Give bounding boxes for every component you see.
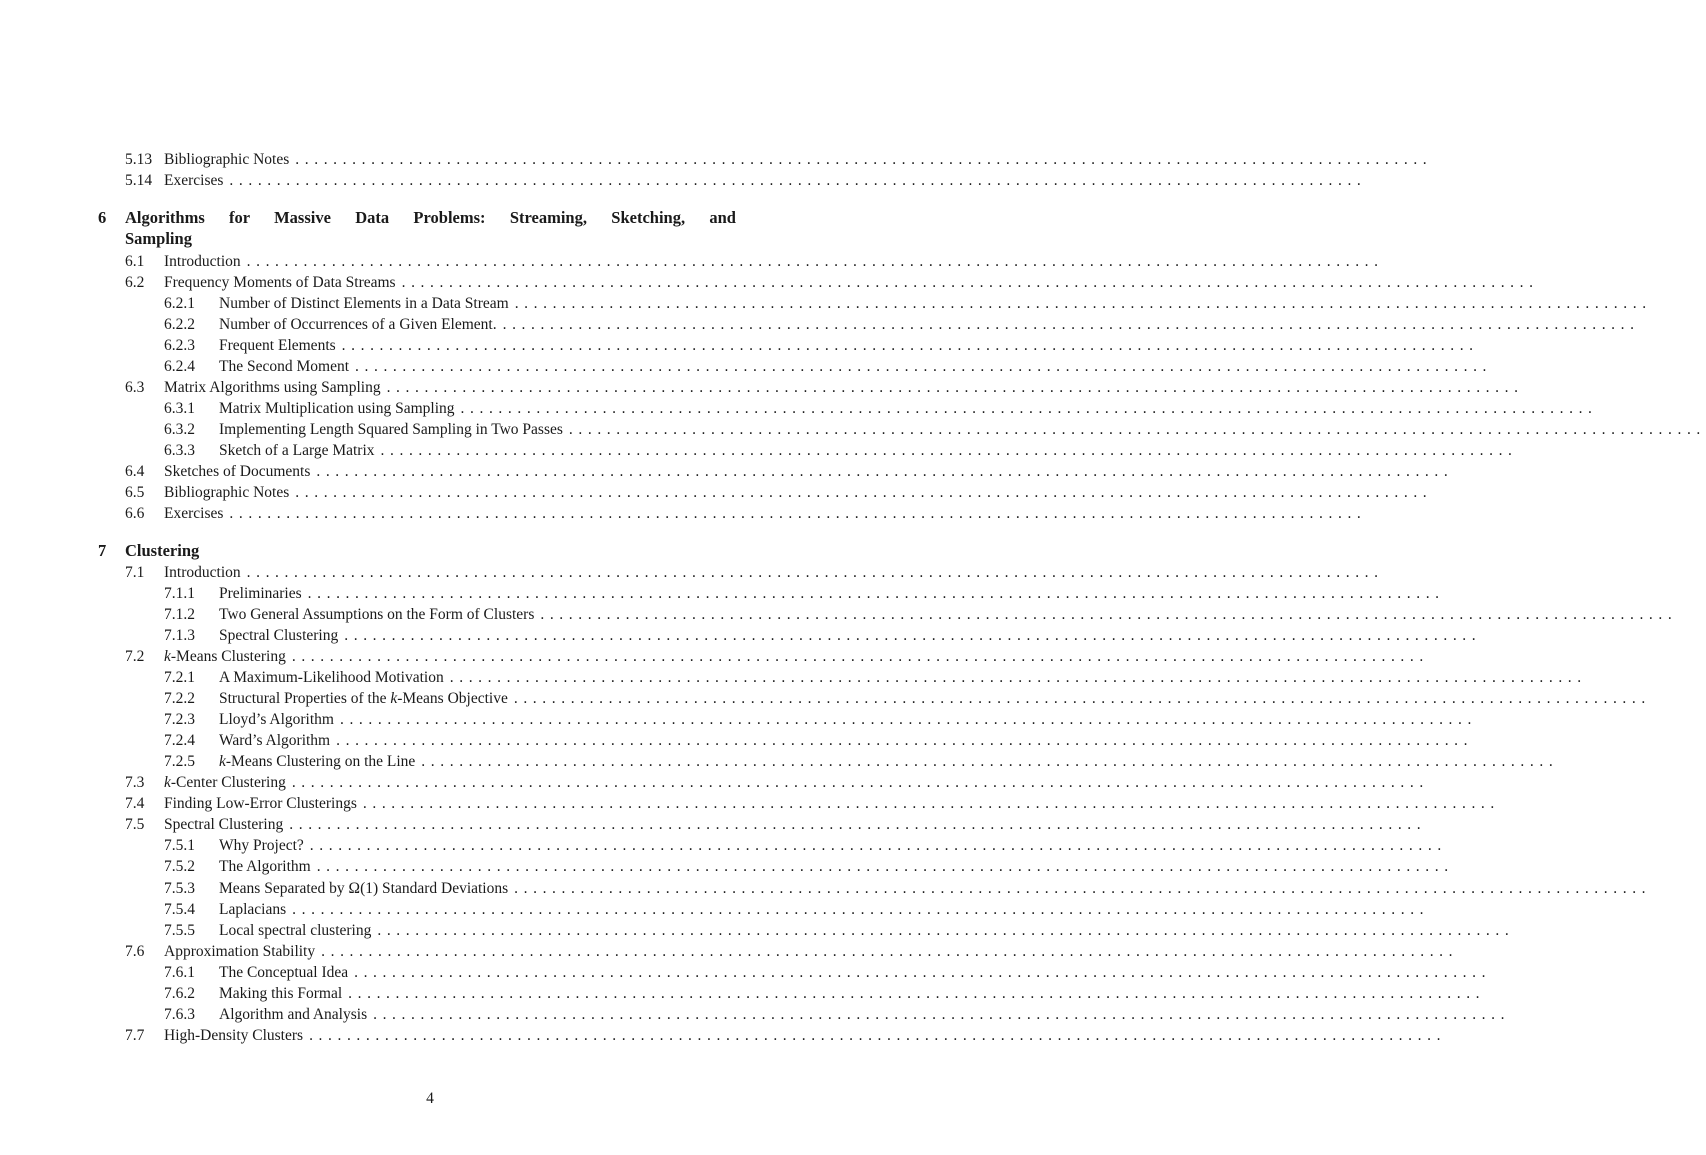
dot-leader: ........................................................................................................................ bbox=[336, 732, 1474, 749]
entry-title-text: Implementing Length Squared Sampling in Two Passes bbox=[219, 421, 563, 438]
entry-title-text: Sampling bbox=[125, 229, 192, 248]
entry-number: 7.6.3 bbox=[164, 1006, 195, 1023]
dot-leader: ........................................................................................................................ bbox=[291, 648, 1429, 665]
dot-leader: ........................................................................................................................ bbox=[339, 711, 1477, 728]
dot-leader: ........................................................................................................................ bbox=[377, 922, 1515, 939]
entry-number: 7.2.1 bbox=[164, 669, 195, 686]
entry-title[interactable] bbox=[164, 562, 241, 583]
entry-title[interactable] bbox=[219, 878, 508, 899]
dot-leader: ........................................................................................................................ bbox=[309, 837, 1447, 854]
entry-title[interactable] bbox=[219, 440, 375, 461]
entry-title-text: Exercises bbox=[164, 172, 224, 189]
entry-title-text: Laplacians bbox=[219, 901, 287, 918]
entry-title-text: Ward’s Algorithm bbox=[219, 732, 331, 749]
entry-title-text: Clustering bbox=[125, 541, 200, 560]
entry-title[interactable] bbox=[125, 540, 199, 561]
entry-title-text: -Means Clustering on the Line bbox=[225, 753, 416, 770]
entry-title[interactable] bbox=[219, 314, 497, 335]
dot-leader: ........................................................................................................................ bbox=[246, 564, 1384, 581]
entry-number: 7.5.3 bbox=[164, 880, 195, 897]
dot-leader: ........................................................................................................................ bbox=[540, 606, 1678, 623]
entry-title[interactable] bbox=[219, 398, 455, 419]
entry-title[interactable] bbox=[164, 793, 357, 814]
dot-leader: ........................................................................................................................ bbox=[344, 627, 1482, 644]
dot-leader: ........................................................................................................................ bbox=[568, 421, 1706, 438]
entry-title-text: Algorithm and Analysis bbox=[219, 1006, 368, 1023]
entry-number: 6.4 bbox=[125, 463, 145, 480]
dot-leader: ........................................................................................................................ bbox=[291, 774, 1429, 791]
entry-title[interactable] bbox=[164, 170, 223, 191]
dot-leader: ........................................................................................................................ bbox=[292, 901, 1430, 918]
dot-leader: ........................................................................................................................ bbox=[341, 337, 1479, 354]
entry-number: 6.5 bbox=[125, 484, 145, 501]
entry-title-text: Spectral Clustering bbox=[164, 816, 284, 833]
dot-leader: ........................................................................................................................ bbox=[513, 690, 1651, 707]
entry-title-text: Exercises bbox=[164, 505, 224, 522]
entry-title[interactable] bbox=[164, 814, 283, 835]
entry-number: 7.5.4 bbox=[164, 901, 195, 918]
entry-title-text: Means Separated by Ω(1) Standard Deviations bbox=[219, 880, 509, 897]
entry-title-text: Introduction bbox=[164, 564, 241, 581]
entry-title-text: Two General Assumptions on the Form of Clusters bbox=[219, 606, 535, 623]
entry-title[interactable] bbox=[164, 503, 223, 524]
entry-title[interactable] bbox=[219, 1004, 367, 1025]
entry-title[interactable] bbox=[219, 583, 302, 604]
entry-number: 7.5.2 bbox=[164, 858, 195, 875]
dot-leader: ........................................................................................................................ bbox=[355, 358, 1493, 375]
entry-number: 7.2.3 bbox=[164, 711, 195, 728]
entry-title[interactable] bbox=[219, 356, 349, 377]
entry-title-text: Number of Distinct Elements in a Data Stream bbox=[219, 295, 509, 312]
dot-leader: ........................................................................................................................ bbox=[348, 985, 1486, 1002]
entry-number: 6.1 bbox=[125, 253, 145, 270]
entry-title-text: -Means Objective bbox=[397, 690, 508, 707]
entry-title[interactable] bbox=[219, 856, 311, 877]
entry-title-text: -Center Clustering bbox=[170, 774, 286, 791]
dot-leader: ........................................................................................................................ bbox=[295, 151, 1433, 168]
dot-leader: ........................................................................................................................ bbox=[449, 669, 1587, 686]
entry-title-text: Local spectral clustering bbox=[219, 922, 372, 939]
entry-title-text: Finding Low-Error Clusterings bbox=[164, 795, 357, 812]
entry-number: 6.3.1 bbox=[164, 400, 195, 417]
entry-number: 5.13 bbox=[125, 151, 153, 168]
entry-title-text: Approximation Stability bbox=[164, 943, 316, 960]
entry-number: 6.6 bbox=[125, 505, 145, 522]
entry-number: 7.4 bbox=[125, 795, 145, 812]
entry-title[interactable] bbox=[219, 625, 338, 646]
dot-leader: ........................................................................................................................ bbox=[295, 484, 1433, 501]
entry-number: 7.2 bbox=[125, 648, 145, 665]
entry-number: 6.3 bbox=[125, 379, 145, 396]
dot-leader: ........................................................................................................................ bbox=[229, 505, 1367, 522]
dot-leader: ........................................................................................................................ bbox=[316, 463, 1454, 480]
dot-leader: ........................................................................................................................ bbox=[380, 442, 1518, 459]
dot-leader: ........................................................................................................................ bbox=[289, 816, 1427, 833]
dot-leader: ........................................................................................................................ bbox=[502, 316, 1640, 333]
chapter-number: 6 bbox=[98, 208, 107, 227]
entry-number: 7.1.2 bbox=[164, 606, 195, 623]
entry-number: 7.2.2 bbox=[164, 690, 195, 707]
dot-leader: ........................................................................................................................ bbox=[309, 1027, 1447, 1044]
entry-title-text: Why Project? bbox=[219, 837, 304, 854]
entry-title-text: The Conceptual Idea bbox=[219, 964, 349, 981]
entry-number: 7.1 bbox=[125, 564, 145, 581]
dot-leader: ........................................................................................................................ bbox=[514, 880, 1652, 897]
entry-title[interactable] bbox=[164, 1025, 303, 1046]
entry-number: 6.2.4 bbox=[164, 358, 195, 375]
entry-number: 7.1.3 bbox=[164, 627, 195, 644]
entry-title-text: The Algorithm bbox=[219, 858, 311, 875]
dot-leader: ........................................................................................................................ bbox=[514, 295, 1652, 312]
entry-number: 7.2.4 bbox=[164, 732, 195, 749]
dot-leader: ........................................................................................................................ bbox=[362, 795, 1500, 812]
entry-number: 7.6.2 bbox=[164, 985, 195, 1002]
entry-title-text: Frequency Moments of Data Streams bbox=[164, 274, 396, 291]
entry-number: 7.6 bbox=[125, 943, 145, 960]
entry-title-text: Number of Occurrences of a Given Element. bbox=[219, 316, 497, 333]
entry-title[interactable] bbox=[219, 835, 304, 856]
entry-number: 7.5 bbox=[125, 816, 145, 833]
entry-title[interactable] bbox=[164, 149, 289, 170]
entry-title-text: -Means Clustering bbox=[170, 648, 286, 665]
entry-title-text: Matrix Multiplication using Sampling bbox=[219, 400, 455, 417]
entry-title-text: Frequent Elements bbox=[219, 337, 336, 354]
entry-title[interactable] bbox=[219, 962, 348, 983]
entry-title[interactable] bbox=[219, 293, 509, 314]
entry-title[interactable] bbox=[219, 604, 534, 625]
entry-number: 7.6.1 bbox=[164, 964, 195, 981]
entry-title-variable: k bbox=[164, 774, 171, 791]
entry-title[interactable] bbox=[219, 667, 444, 688]
dot-leader: ........................................................................................................................ bbox=[307, 585, 1445, 602]
dot-leader: ........................................................................................................................ bbox=[246, 253, 1384, 270]
entry-title[interactable] bbox=[164, 251, 241, 272]
dot-leader: ........................................................................................................................ bbox=[321, 943, 1459, 960]
entry-title[interactable] bbox=[164, 482, 289, 503]
entry-title[interactable] bbox=[219, 899, 286, 920]
entry-title[interactable] bbox=[164, 272, 396, 293]
entry-title[interactable] bbox=[164, 646, 286, 667]
entry-title[interactable] bbox=[164, 461, 310, 482]
entry-title[interactable] bbox=[219, 688, 508, 709]
entry-title[interactable] bbox=[219, 920, 371, 941]
entry-number: 7.5.5 bbox=[164, 922, 195, 939]
page-number: 4 bbox=[426, 1090, 434, 1107]
entry-title-text: Lloyd’s Algorithm bbox=[219, 711, 334, 728]
entry-title[interactable] bbox=[164, 941, 315, 962]
entry-number: 6.2.3 bbox=[164, 337, 195, 354]
entry-title-variable: k bbox=[390, 690, 398, 707]
entry-title[interactable] bbox=[219, 709, 334, 730]
entry-number: 6.3.2 bbox=[164, 421, 195, 438]
entry-number: 7.2.5 bbox=[164, 753, 195, 770]
chapter-title[interactable]: Algorithms for Massive Data Problems: Streaming, Sketching, and bbox=[125, 208, 736, 227]
entry-number: 5.14 bbox=[125, 172, 153, 189]
entry-title-variable: k bbox=[164, 648, 171, 665]
dot-leader: ........................................................................................................................ bbox=[354, 964, 1492, 981]
entry-number: 6.3.3 bbox=[164, 442, 195, 459]
entry-title-text: Preliminaries bbox=[219, 585, 302, 602]
entry-title[interactable] bbox=[219, 419, 563, 440]
entry-number: 7 bbox=[98, 541, 107, 560]
dot-leader: ........................................................................................................................ bbox=[401, 274, 1539, 291]
entry-number: 6.2.2 bbox=[164, 316, 195, 333]
entry-title-text: The Second Moment bbox=[219, 358, 350, 375]
entry-number: 6.2.1 bbox=[164, 295, 195, 312]
entry-title-text: Matrix Algorithms using Sampling bbox=[164, 379, 381, 396]
entry-title[interactable] bbox=[125, 228, 192, 249]
entry-title[interactable] bbox=[219, 751, 415, 772]
entry-title-text: Bibliographic Notes bbox=[164, 151, 290, 168]
entry-title[interactable] bbox=[219, 730, 330, 751]
dot-leader: ........................................................................................................................ bbox=[229, 172, 1367, 189]
dot-leader: ........................................................................................................................ bbox=[460, 400, 1598, 417]
entry-title[interactable] bbox=[164, 772, 286, 793]
dot-leader: ........................................................................................................................ bbox=[373, 1006, 1511, 1023]
entry-title-text: A Maximum-Likelihood Motivation bbox=[219, 669, 444, 686]
entry-title-text: Introduction bbox=[164, 253, 241, 270]
entry-number: 7.1.1 bbox=[164, 585, 195, 602]
dot-leader: ........................................................................................................................ bbox=[421, 753, 1559, 770]
entry-number: 6.2 bbox=[125, 274, 145, 291]
entry-title[interactable] bbox=[219, 983, 342, 1004]
entry-title-text: Sketch of a Large Matrix bbox=[219, 442, 375, 459]
entry-title-text: Sketches of Documents bbox=[164, 463, 311, 480]
entry-title-text: Making this Formal bbox=[219, 985, 343, 1002]
entry-number: 7.3 bbox=[125, 774, 145, 791]
entry-number: 7.5.1 bbox=[164, 837, 195, 854]
entry-number: 7.7 bbox=[125, 1027, 145, 1044]
entry-title-prefix: Structural Properties of the bbox=[219, 690, 391, 707]
entry-title[interactable] bbox=[164, 377, 381, 398]
entry-title-text: Spectral Clustering bbox=[219, 627, 339, 644]
entry-title-variable: k bbox=[219, 753, 226, 770]
dot-leader: ........................................................................................................................ bbox=[386, 379, 1524, 396]
dot-leader: ........................................................................................................................ bbox=[316, 858, 1454, 875]
entry-title[interactable] bbox=[219, 335, 336, 356]
entry-title-text: Bibliographic Notes bbox=[164, 484, 290, 501]
entry-title-text: High-Density Clusters bbox=[164, 1027, 304, 1044]
